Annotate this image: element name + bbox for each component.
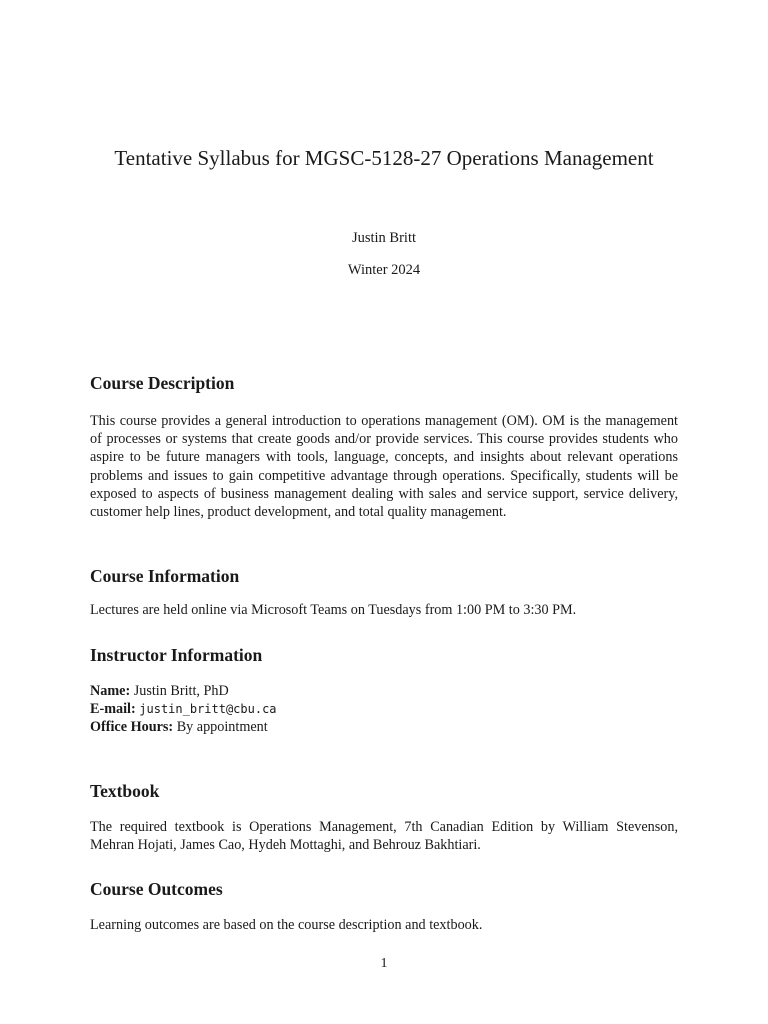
document-title: Tentative Syllabus for MGSC-5128-27 Operations Management	[114, 146, 654, 170]
instructor-email-line	[90, 700, 277, 718]
course-description-text: This course provides a general introduction to operations management (OM). OM is the management of processes or systems that create goods and/or provide services. This course provides students who aspire to be future managers with tools, language, concepts, and insights about relevant operations problems and issues to gain competitive advantage through operations. Specifically, students will be exposed to aspects of business management dealing with sales and service support, service delivery, customer help lines, product development, and total quality management.	[90, 413, 678, 521]
author-name: Justin Britt	[351, 230, 417, 246]
instructor-email-label: E-mail:	[90, 701, 136, 717]
textbook-heading: Textbook	[90, 781, 160, 801]
textbook-text: The required textbook is Operations Management, 7th Canadian Edition by William Stevenson, Mehran Hojati, James Cao, Hydeh Mottaghi, and Behrouz Bakhtiari.	[90, 819, 678, 854]
page-number: 1	[380, 956, 388, 971]
instructor-name-value: Justin Britt, PhD	[133, 683, 229, 699]
instructor-information-heading: Instructor Information	[90, 645, 263, 665]
course-description-heading: Course Description	[90, 373, 235, 393]
term-date: Winter 2024	[347, 262, 421, 278]
instructor-hours-value: By appointment	[176, 719, 268, 735]
instructor-hours-label: Office Hours:	[90, 719, 174, 735]
course-information-text: Lectures are held online via Microsoft Teams on Tuesdays from 1:00 PM to 3:30 PM.	[90, 602, 577, 618]
instructor-email-value[interactable]: justin_britt@cbu.ca	[139, 702, 277, 716]
instructor-name-line	[90, 682, 229, 700]
course-outcomes-text: Learning outcomes are based on the course description and textbook.	[90, 917, 483, 933]
course-information-heading: Course Information	[90, 566, 240, 586]
course-outcomes-heading: Course Outcomes	[90, 879, 223, 899]
instructor-hours-line	[90, 718, 268, 736]
instructor-name-label: Name:	[90, 683, 131, 699]
